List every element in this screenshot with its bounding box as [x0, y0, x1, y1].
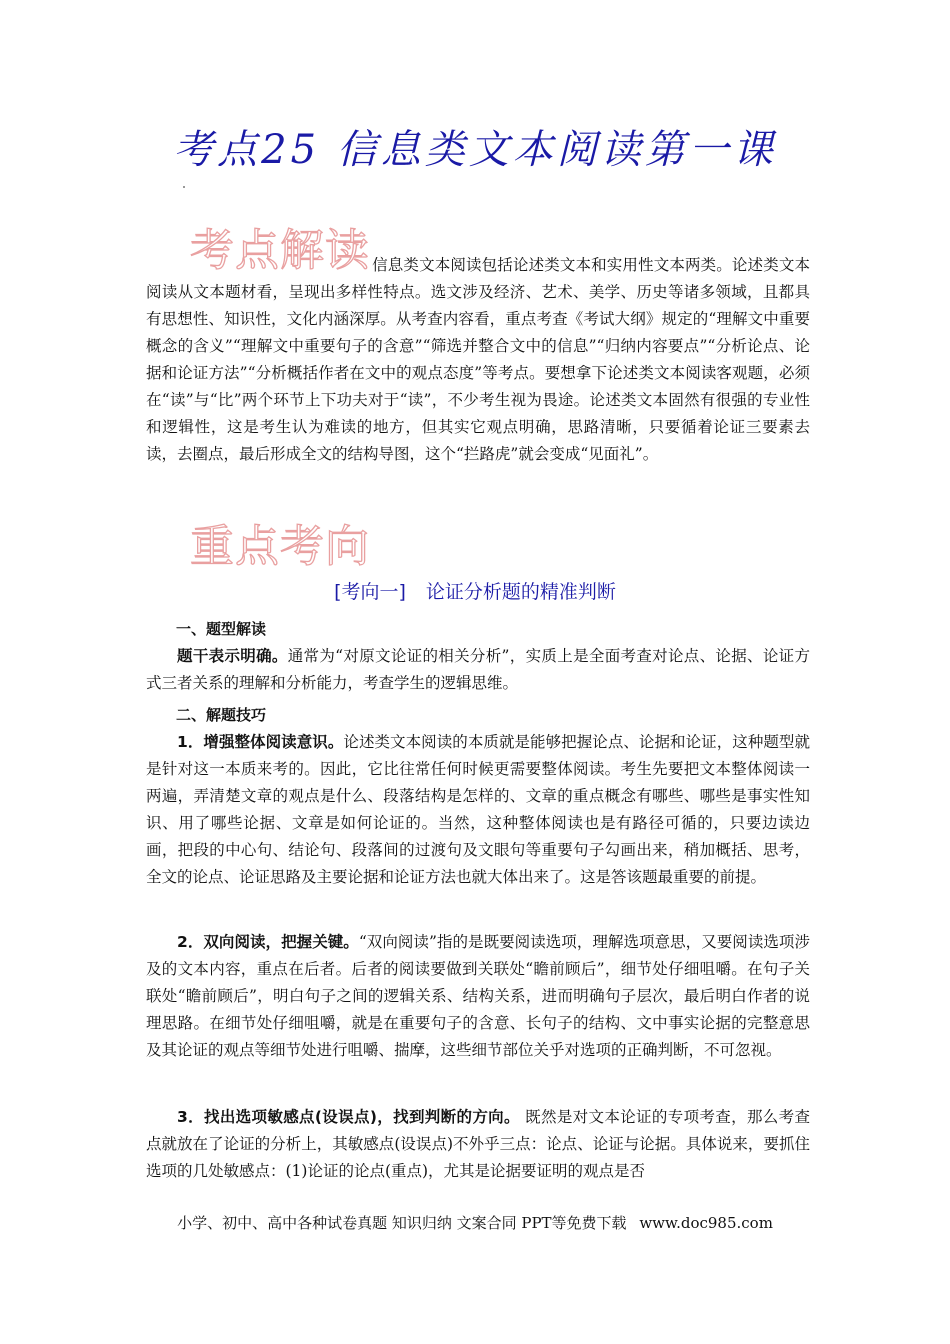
section-tag: [考向一]	[334, 581, 406, 603]
tip2-lead: 2．双向阅读，把握关键。	[177, 933, 359, 951]
section-heading	[0, 577, 950, 604]
section-stamp-interpretation: 考点解读	[190, 225, 370, 276]
tip1-paragraph	[146, 729, 810, 891]
tip3-lead: 3．找出选项敏感点(设误点)，找到判断的方向。	[177, 1108, 520, 1126]
stray-mark	[183, 186, 185, 188]
tip3-paragraph	[146, 1104, 810, 1185]
question-type-paragraph	[146, 643, 810, 697]
question-type-lead: 题干表示明确。	[177, 647, 288, 665]
tip2-body: “双向阅读”指的是既要阅读选项，理解选项意思，又要阅读选项涉及的文本内容，重点在后者。后者的阅读要做到关联处“瞻前顾后”，细节处仔细咀嚼。在句子关联处“瞻前顾后”，明白句子之间的逻辑关系、结构关系，进而明确句子层次，最后明白作者的说理思路。在细节处仔细咀嚼，就是在重要句子的含意、长句子的结构、文中事实论据的完整意思及其论证的观点等细节处进行咀嚼、揣摩，这些细节部位关乎对选项的正确判断，不可忽视。	[146, 933, 810, 1059]
question-type-body: 通常为“对原文论证的相关分析”，实质上是全面考查对论点、论据、论证方式三者关系的理解和分析能力，考查学生的逻辑思维。	[146, 647, 810, 692]
intro-paragraph	[146, 252, 810, 468]
intro-text: 信息类文本阅读包括论述类文本和实用性文本两类。论述类文本阅读从文本题材看，呈现出多样性特点。选文涉及经济、艺术、美学、历史等诸多领域，且都具有思想性、知识性，文化内涵深厚。从考查内容看，重点考查《考试大纲》规定的“理解文中重要概念的含义”“理解文中重要句子的含意”“筛选并整合文中的信息”“归纳内容要点”“分析论点、论据和论证方法”“分析概括作者在文中的观点态度”等考点。要想拿下论述类文本阅读客观题，必须在“读”与“比”两个环节上下功夫对于“读”，不少考生视为畏途。论述类文本固然有很强的专业性和逻辑性，这是考生认为难读的地方，但其实它观点明确，思路清晰，只要循着论证三要素去读，去圈点，最后形成全文的结构导图，这个“拦路虎”就会变成“见面礼”。	[146, 256, 810, 463]
tip1-body: 论述类文本阅读的本质就是能够把握论点、论据和论证，这种题型就是针对这一本质来考的。因此，它比往常任何时候更需要整体阅读。考生先要把文本整体阅读一两遍，弄清楚文章的观点是什么、段落结构是怎样的、文章的重点概念有哪些、哪些是事实性知识、用了哪些论据、文章是如何论证的。当然，这种整体阅读也是有路径可循的，只要边读边画，把段的中心句、结论句、段落间的过渡句及文眼句等重要句子勾画出来，稍加概括、思考，全文的论点、论证思路及主要论据和论证方法也就大体出来了。这是答该题最重要的前提。	[146, 733, 810, 886]
page-footer	[0, 1212, 950, 1233]
heading-techniques: 二、解题技巧	[176, 706, 267, 724]
tip3-body: 既然是对文本论证的专项考查，那么考查点就放在了论证的分析上，其敏感点(设误点)不外乎三点：论点、论证与论据。具体说来，要抓住选项的几处敏感点：(1)论证的论点(重点)，尤其是论据要证明的观点是否	[146, 1108, 810, 1180]
footer-text: 小学、初中、高中各种试卷真题 知识归纳 文案合同 PPT等免费下载	[177, 1214, 627, 1232]
tip1-lead: 1．增强整体阅读意识。	[177, 733, 344, 751]
tip2-paragraph	[146, 929, 810, 1064]
footer-url[interactable]: www.doc985.com	[639, 1214, 773, 1232]
page-title: 考点25 信息类文本阅读第一课	[173, 127, 777, 173]
section-title: 论证分析题的精准判断	[425, 581, 616, 603]
section-stamp-focus: 重点考向	[190, 521, 370, 572]
heading-question-type: 一、题型解读	[176, 620, 267, 638]
